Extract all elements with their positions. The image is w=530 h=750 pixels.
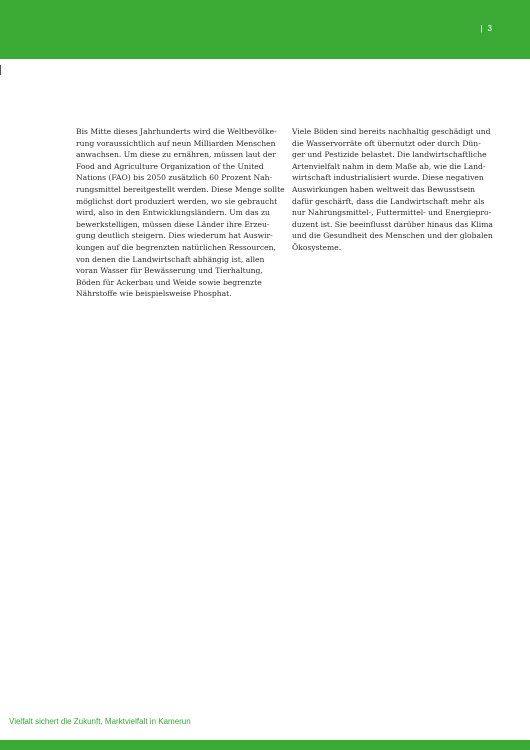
paragraph-line: Auswirkungen haben weltweit das Bewusstsein bbox=[292, 184, 476, 194]
paragraph-line: und die Gesundheit des Menschen und der globalen bbox=[292, 231, 493, 241]
paragraph-line: die Wasservorräte oft übernutzt oder durch Dün- bbox=[292, 138, 481, 148]
footer-title: Vielfalt sichert die Zukunft, Marktvielfalt in Kamerun bbox=[9, 717, 191, 726]
paragraph-line: von denen die Landwirtschaft abhängig ist, allen bbox=[76, 254, 265, 264]
paragraph-line: Bis Mitte dieses Jahrhunderts wird die Weltbevölke- bbox=[76, 127, 277, 136]
paragraph-line: anwachsen. Um diese zu ernähren, müssen laut der bbox=[76, 150, 276, 160]
paragraph-line: nur Nahrungsmittel-, Futtermittel- und Energiepro- bbox=[292, 208, 492, 218]
paragraph-line: ger und Pestizide belastet. Die landwirtschaftliche bbox=[292, 150, 487, 160]
paragraph-line: Ökosysteme. bbox=[292, 242, 342, 252]
paragraph-line: möglichst dort produziert werden, wo sie gebraucht bbox=[76, 196, 278, 206]
paragraph-line: dafür geschärft, dass die Landwirtschaft mehr als bbox=[292, 196, 485, 206]
paragraph-line: wird, also in den Entwicklungsländern. Um das zu bbox=[76, 208, 270, 218]
paragraph-line: kungen auf die begrenzten natürlichen Ressourcen, bbox=[76, 242, 276, 252]
text-column-right bbox=[292, 126, 498, 254]
header-band bbox=[0, 0, 530, 59]
paragraph-line: Artenvielfalt nahm in dem Maße ab, wie die Land- bbox=[292, 161, 486, 171]
paragraph-line: duzent ist. Sie beeinflusst darüber hinaus das Klima bbox=[292, 219, 493, 229]
paragraph-line: Food and Agriculture Organization of the United bbox=[76, 161, 264, 171]
paragraph-line: bewerkstelligen, müssen diese Länder ihre Erzeu- bbox=[76, 219, 270, 229]
paragraph-line: Böden für Ackerbau und Weide sowie begrenzte bbox=[76, 277, 262, 287]
text-column-left bbox=[76, 126, 285, 300]
paragraph-line: rung voraussichtlich auf neun Milliarden Menschen bbox=[76, 138, 276, 148]
paragraph-line: Nährstoffe wie beispielsweise Phosphat. bbox=[76, 289, 232, 299]
paragraph-line: rungsmittel bereitgestellt werden. Diese Menge sollte bbox=[76, 184, 285, 194]
page-number bbox=[480, 24, 492, 33]
margin-mark bbox=[0, 65, 1, 75]
paragraph-line: wirtschaft industrialisiert wurde. Diese negativen bbox=[292, 173, 484, 183]
footer-band bbox=[0, 740, 530, 750]
paragraph-line: gung deutlich steigern. Dies wiederum hat Auswir- bbox=[76, 231, 273, 241]
paragraph-line: Nations (FAO) bis 2050 zusätzlich 60 Prozent Nah- bbox=[76, 173, 273, 183]
page-number-value: 3 bbox=[487, 24, 492, 33]
paragraph-line: Viele Böden sind bereits nachhaltig geschädigt und bbox=[292, 127, 491, 136]
page-number-divider: | bbox=[480, 24, 483, 33]
paragraph-line: voran Wasser für Bewässerung und Tierhaltung, bbox=[76, 266, 263, 276]
